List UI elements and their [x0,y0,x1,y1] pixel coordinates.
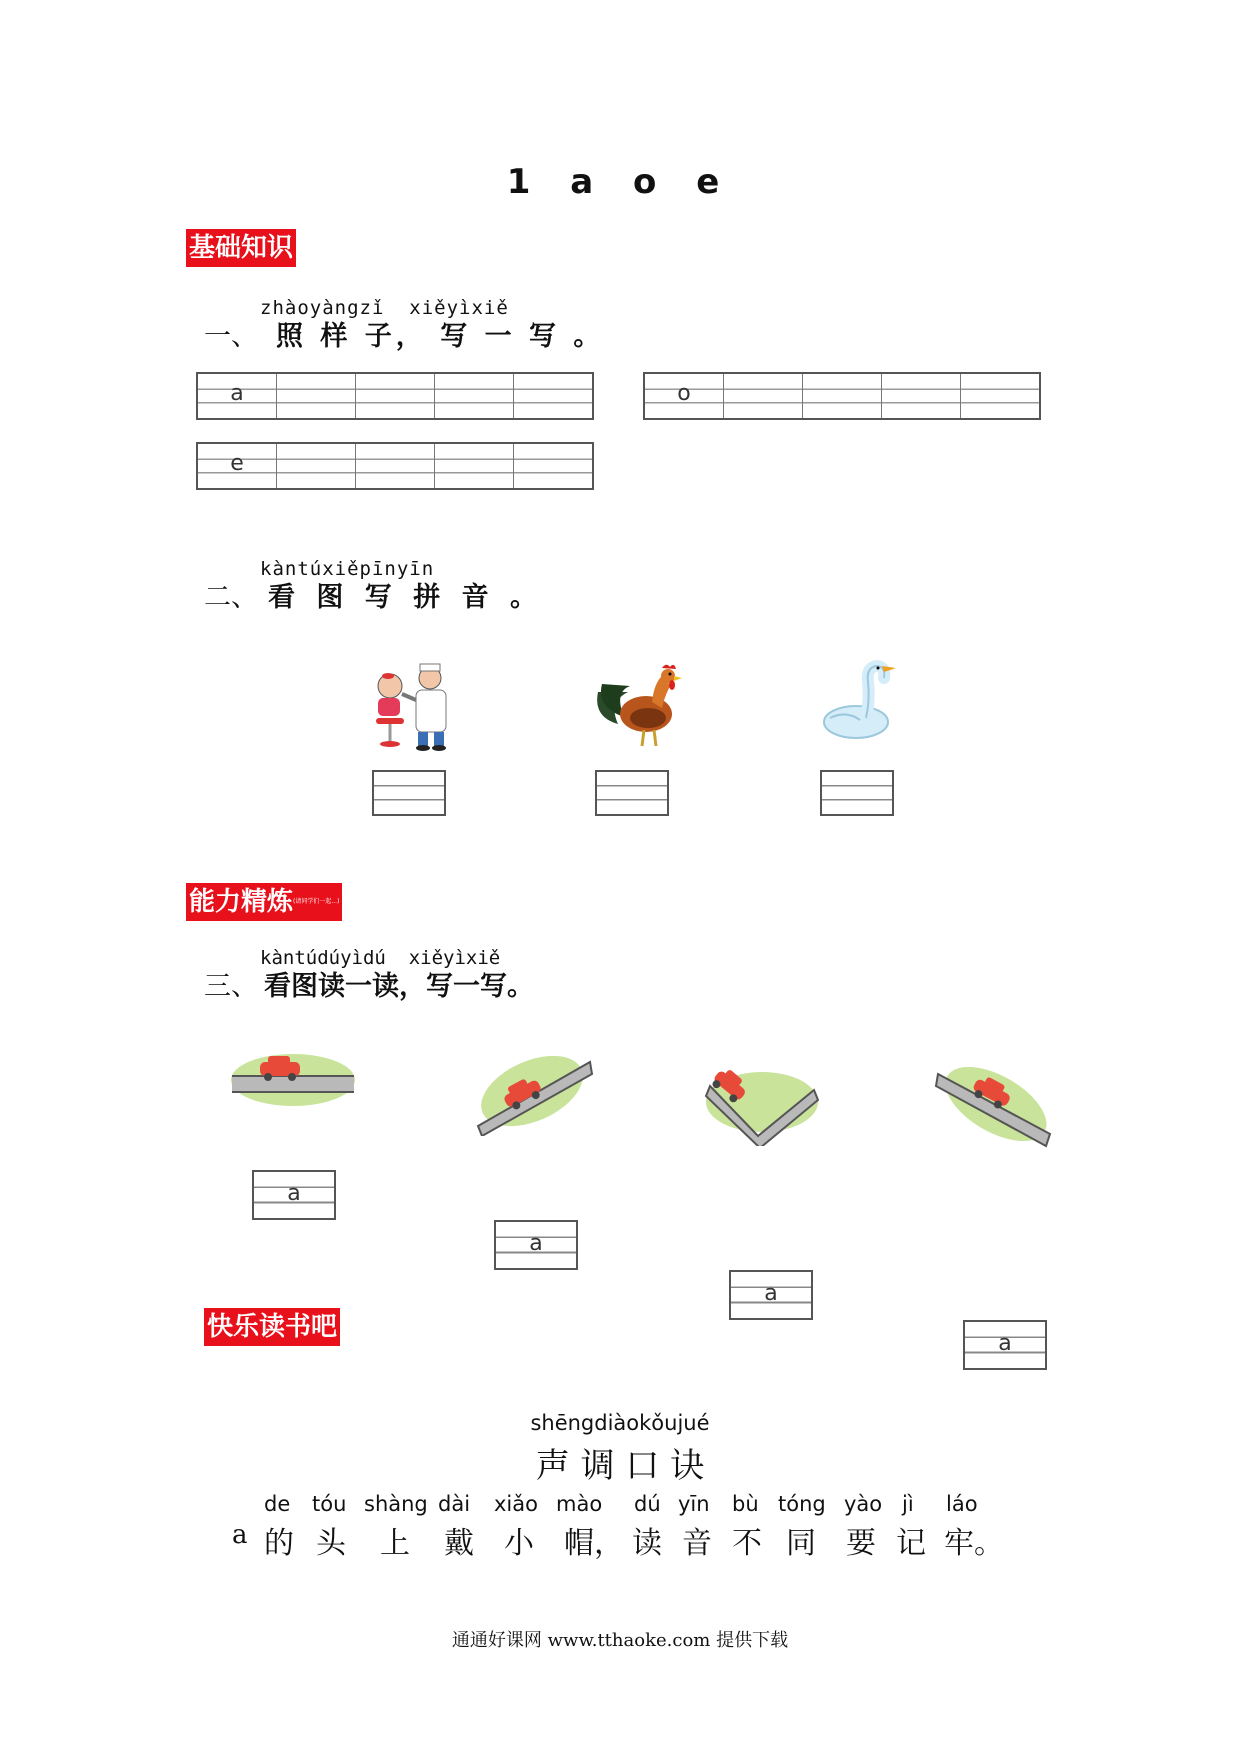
answer-box-rooster[interactable] [595,770,669,816]
poem-char: 帽， [564,1526,624,1561]
q2-number: 二、 [204,582,258,613]
section-tag-reading: 快乐读书吧 [204,1308,340,1346]
tone4-falling-road-image [934,1058,1054,1148]
tone1-answer-box[interactable] [252,1170,336,1220]
tone4-letter: a [998,1331,1012,1356]
tone1-flat-road-image [230,1050,356,1110]
grid-cell-sample [198,374,277,418]
tone3-answer-box[interactable] [729,1270,813,1320]
poem-char: 戴 [444,1526,474,1561]
rooster-image [588,662,688,752]
grid-cell[interactable] [514,444,592,488]
grid-cell[interactable] [882,374,961,418]
answer-box-goose[interactable] [820,770,894,816]
grid-cell[interactable] [277,444,356,488]
tone2-answer-box[interactable] [494,1220,578,1270]
poem-char: 的 [264,1526,294,1561]
poem-title: 声 调 口 诀 [535,1446,705,1486]
tone1-letter: a [287,1181,301,1206]
tone3-letter: a [764,1281,778,1306]
poem-char: 读 [632,1526,662,1561]
section-tag-ability-sub: (请同学们一起...) [293,898,340,905]
section-tag-ability [186,883,342,921]
poem-py: de [264,1492,291,1516]
tone2-letter: a [529,1231,543,1256]
poem-py: dú [634,1492,661,1516]
poem-char: 音 [682,1526,712,1561]
poem-py: yīn [678,1492,710,1516]
tone2-rising-road-image [474,1046,594,1136]
q1-instruction: 照 样 子， 写 一 写 。 [276,321,605,352]
q2-instruction: 看 图 写 拼 音 。 [268,582,543,613]
grid-cell-sample [645,374,724,418]
writing-grid-a[interactable] [196,372,594,420]
section-tag-ability-label: 能力精炼 [189,887,294,917]
poem-py: yào [844,1492,883,1516]
poem-char: 头 [316,1526,346,1561]
writing-grid-o[interactable] [643,372,1041,420]
poem-py: tóu [312,1492,347,1516]
poem-py: dài [438,1492,471,1516]
poem-py: láo [946,1492,978,1516]
poem-char: 不 [732,1526,762,1561]
section-tag-basic: 基础知识 [186,229,296,267]
goose-image [820,660,900,744]
sample-letter-e: e [230,451,244,476]
q1-number: 一、 [204,321,258,352]
grid-cell[interactable] [435,444,514,488]
poem-py: shàng [364,1492,428,1516]
poem-char: 牢。 [944,1526,1004,1561]
poem-py: jì [902,1492,914,1516]
poem-line-lead: a [232,1520,248,1550]
poem-line [232,1492,1012,1572]
writing-grid-e[interactable] [196,442,594,490]
poem-char: 记 [896,1526,926,1561]
grid-cell-sample [198,444,277,488]
poem-py: mào [556,1492,603,1516]
q2-pinyin: kàntúxiěpīnyīn [260,558,435,580]
grid-cell[interactable] [514,374,592,418]
grid-cell[interactable] [803,374,882,418]
sample-letter-a: a [230,381,244,406]
poem-py: tóng [778,1492,826,1516]
grid-cell[interactable] [356,444,435,488]
tone4-answer-box[interactable] [963,1320,1047,1370]
tone3-dip-road-image [702,1062,822,1146]
poem-char: 小 [504,1526,534,1561]
grid-cell[interactable] [961,374,1039,418]
page-title: 1 a o e [506,162,734,202]
sample-letter-o: o [677,381,691,406]
poem-char: 同 [786,1526,816,1561]
grid-cell[interactable] [724,374,803,418]
poem-title-pinyin: shēngdiàokǒujué [530,1411,710,1435]
poem-py: bù [732,1492,759,1516]
q3-pinyin: kàntúdúyìdú xiěyìxiě [260,947,501,969]
poem-char: 要 [846,1526,876,1561]
grid-cell[interactable] [277,374,356,418]
poem-py: xiǎo [494,1492,538,1516]
grid-cell[interactable] [435,374,514,418]
answer-box-doctor[interactable] [372,770,446,816]
grid-cell[interactable] [356,374,435,418]
q3-number: 三、 [204,971,258,1002]
q3-instruction: 看图读一读，写一写。 [264,971,534,1002]
doctor-checkup-image [368,660,460,752]
poem-char: 上 [380,1526,410,1561]
footer-credit: 通通好课网 www.tthaoke.com 提供下载 [451,1630,789,1651]
q1-pinyin: zhàoyàngzǐ xiěyìxiě [260,297,509,319]
